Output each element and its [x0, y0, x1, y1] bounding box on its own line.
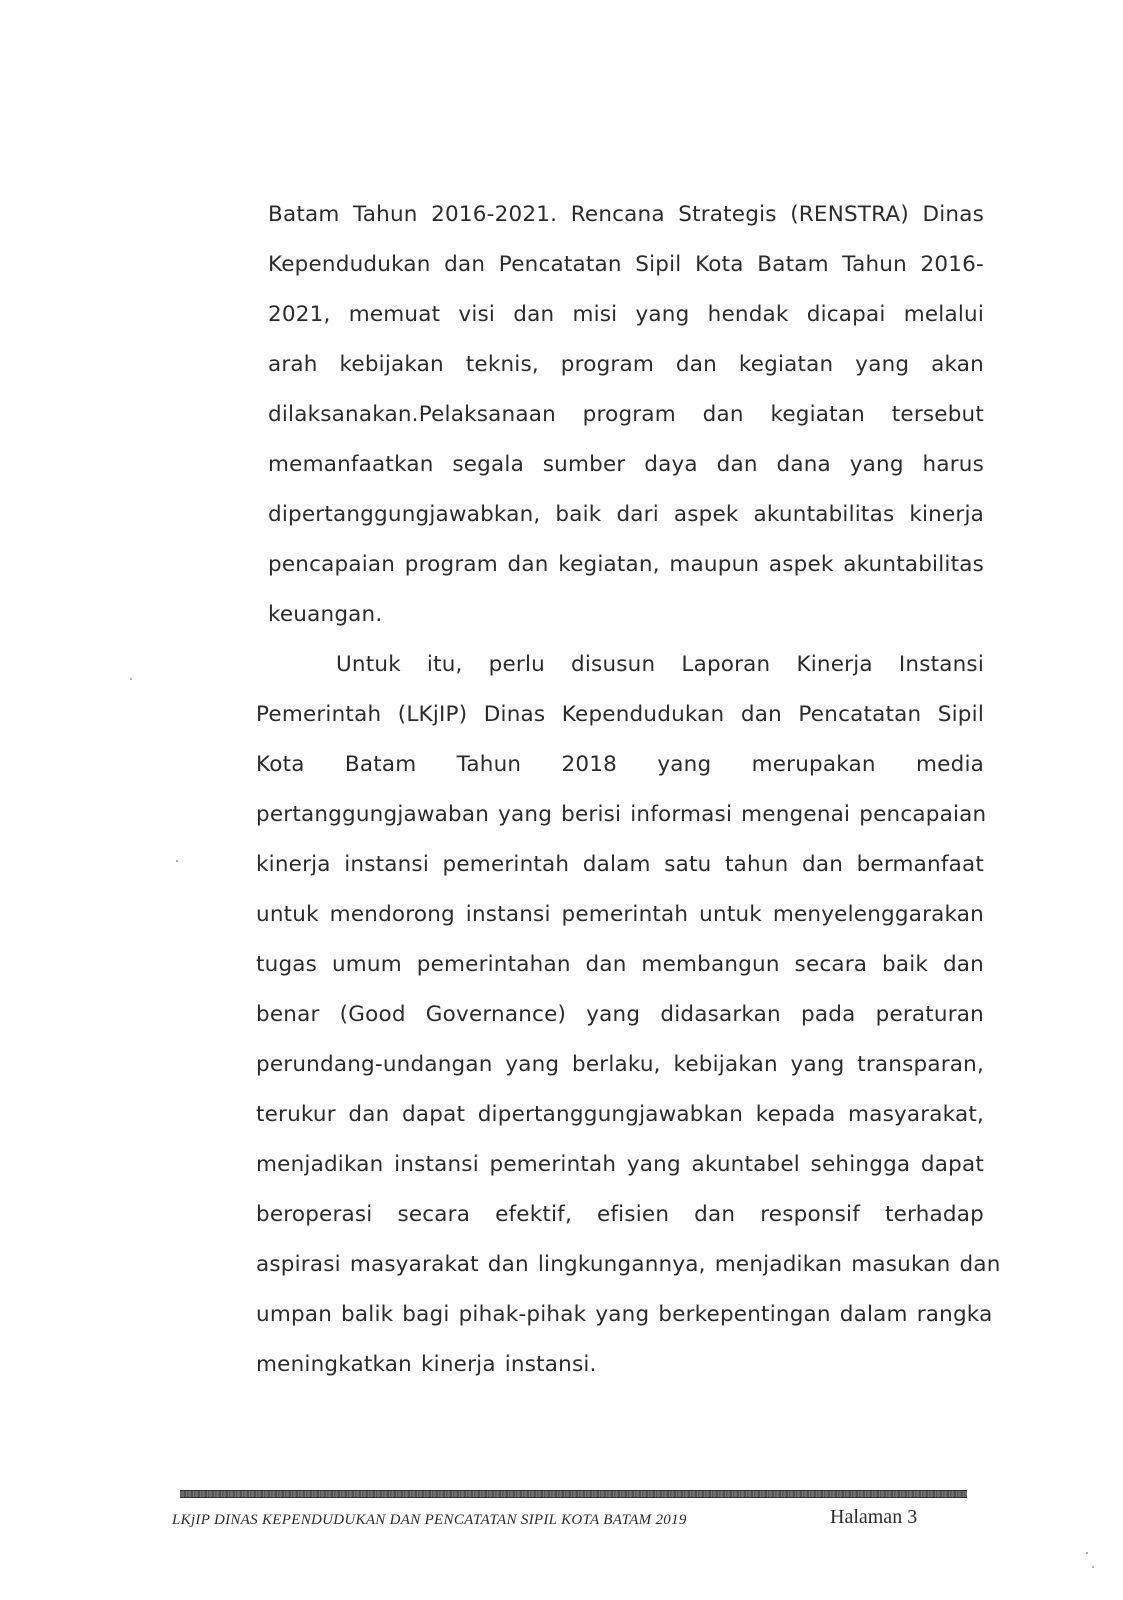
text-line: dilaksanakan.Pelaksanaan program dan kegiatan tersebut [268, 402, 984, 427]
text-line: meningkatkan kinerja instansi. [256, 1352, 597, 1377]
scan-speck [176, 860, 178, 862]
text-line: arah kebijakan teknis, program dan kegiatan yang akan [268, 352, 984, 377]
scan-speck [1092, 1566, 1094, 1568]
text-line: benar (Good Governance) yang didasarkan pada peraturan [256, 1002, 984, 1027]
text-line: Batam Tahun 2016-2021. Rencana Strategis (RENSTRA) Dinas [268, 202, 984, 227]
scan-speck [130, 678, 132, 680]
text-line: untuk mendorong instansi pemerintah untuk menyelenggarakan [256, 902, 984, 927]
page-number: Halaman 3 [830, 1506, 918, 1528]
scan-speck [1086, 1552, 1088, 1554]
text-line: tugas umum pemerintahan dan membangun secara baik dan [256, 952, 984, 977]
text-line: pencapaian program dan kegiatan, maupun aspek akuntabilitas [268, 552, 984, 577]
text-line: umpan balik bagi pihak-pihak yang berkepentingan dalam rangka [256, 1302, 993, 1327]
footer-divider [180, 1490, 967, 1498]
text-line: Untuk itu, perlu disusun Laporan Kinerja Instansi [336, 652, 984, 677]
footer-title: LKjIP DINAS KEPENDUDUKAN DAN PENCATATAN SIPIL KOTA BATAM 2019 [172, 1512, 687, 1528]
text-line: 2021, memuat visi dan misi yang hendak dicapai melalui [268, 302, 984, 327]
text-line: Kependudukan dan Pencatatan Sipil Kota Batam Tahun 2016- [268, 252, 984, 277]
text-line: terukur dan dapat dipertanggungjawabkan kepada masyarakat, [256, 1102, 984, 1127]
text-line: menjadikan instansi pemerintah yang akuntabel sehingga dapat [256, 1152, 984, 1177]
text-line: perundang-undangan yang berlaku, kebijakan yang transparan, [256, 1052, 984, 1077]
text-line: pertanggungjawaban yang berisi informasi mengenai pencapaian [256, 802, 987, 827]
text-line: aspirasi masyarakat dan lingkungannya, menjadikan masukan dan [256, 1252, 1001, 1277]
text-line: Kota Batam Tahun 2018 yang merupakan media [256, 752, 984, 777]
text-line: beroperasi secara efektif, efisien dan responsif terhadap [256, 1202, 984, 1227]
text-line: kinerja instansi pemerintah dalam satu tahun dan bermanfaat [256, 852, 984, 877]
paragraph-2 [256, 640, 1001, 1390]
text-line: Pemerintah (LKjIP) Dinas Kependudukan dan Pencatatan Sipil [256, 702, 984, 727]
text-line: keuangan. [268, 602, 383, 627]
paragraph-1 [268, 190, 984, 640]
text-line: dipertanggungjawabkan, baik dari aspek akuntabilitas kinerja [268, 502, 984, 527]
text-line: memanfaatkan segala sumber daya dan dana yang harus [268, 452, 984, 477]
